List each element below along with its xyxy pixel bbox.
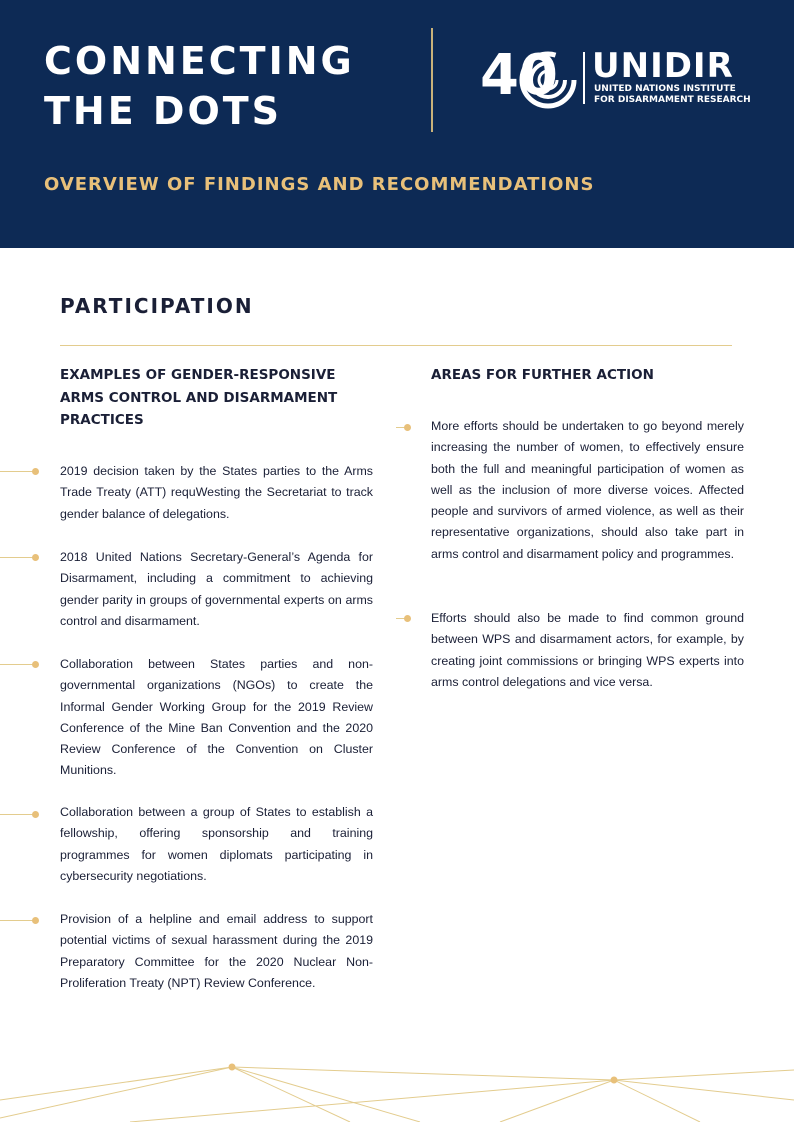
bullet-line-dot-icon (0, 557, 36, 558)
logo-subtitle-line-2: FOR DISARMAMENT RESEARCH (594, 95, 751, 105)
logo-name: UNIDIR (592, 46, 734, 86)
list-item: 2018 United Nations Secretary-General’s Agenda for Disarmament, including a commitment to achieving gender parity in groups of governmental experts on arms control and disarmament. (60, 550, 373, 628)
right-column-heading: AREAS FOR FURTHER ACTION (431, 367, 654, 383)
logo-number: 40 (480, 43, 558, 108)
logo-rings-icon (518, 50, 578, 110)
section-title: PARTICIPATION (60, 294, 254, 318)
logo-subtitle (594, 84, 751, 106)
logo-separator (583, 52, 585, 104)
section-rule (60, 345, 732, 346)
bullet-line-dot-icon (0, 471, 36, 472)
list-item: More efforts should be undertaken to go beyond merely increasing the number of women, to effectively ensure both the full and meaningful participation of women as well as the inclusion of more diverse voices. Affected people and survivors of armed violence, as well as their representative organizations, should also take part in arms control and disarmament policy and programmes. (431, 419, 744, 561)
header-banner (0, 0, 794, 248)
bullet-line-dot-icon (0, 664, 36, 665)
left-column-heading: EXAMPLES OF GENDER-RESPONSIVE ARMS CONTROL AND DISARMAMENT PRACTICES (60, 367, 338, 428)
logo-subtitle-line-1: UNITED NATIONS INSTITUTE (594, 84, 736, 94)
decorative-connecting-lines (0, 1040, 794, 1122)
title-line-1: CONNECTING (44, 39, 355, 83)
document-title (44, 36, 355, 136)
unidir-logo (480, 43, 760, 116)
bullet-line-dot-icon (396, 427, 408, 428)
bullet-line-dot-icon (0, 920, 36, 921)
bullet-line-dot-icon (0, 814, 36, 815)
title-line-2: THE DOTS (44, 89, 283, 133)
bullet-line-dot-icon (396, 618, 408, 619)
header-divider (431, 28, 433, 132)
list-item: Efforts should also be made to find common ground between WPS and disarmament actors, for example, by creating joint commissions or bringing WPS experts into arms control delegations and vice versa. (431, 611, 744, 689)
list-item: Collaboration between States parties and non-governmental organizations (NGOs) to create the Informal Gender Working Group for the 2019 Review Conference of the Mine Ban Convention and the 2020 Review Conference of the Convention on Cluster Munitions. (60, 657, 373, 778)
list-item: Provision of a helpline and email address to support potential victims of sexual harassment during the 2019 Preparatory Committee for the 2020 Nuclear Non-Proliferation Treaty (NPT) Review Conference. (60, 912, 373, 990)
list-item: 2019 decision taken by the States parties to the Arms Trade Treaty (ATT) requWesting the Secretariat to track gender balance of delegations. (60, 464, 373, 521)
document-subtitle: OVERVIEW OF FINDINGS AND RECOMMENDATIONS (44, 174, 595, 195)
list-item: Collaboration between a group of States to establish a fellowship, offering sponsorship and training programmes for women diplomats participating in cybersecurity negotiations. (60, 805, 373, 883)
